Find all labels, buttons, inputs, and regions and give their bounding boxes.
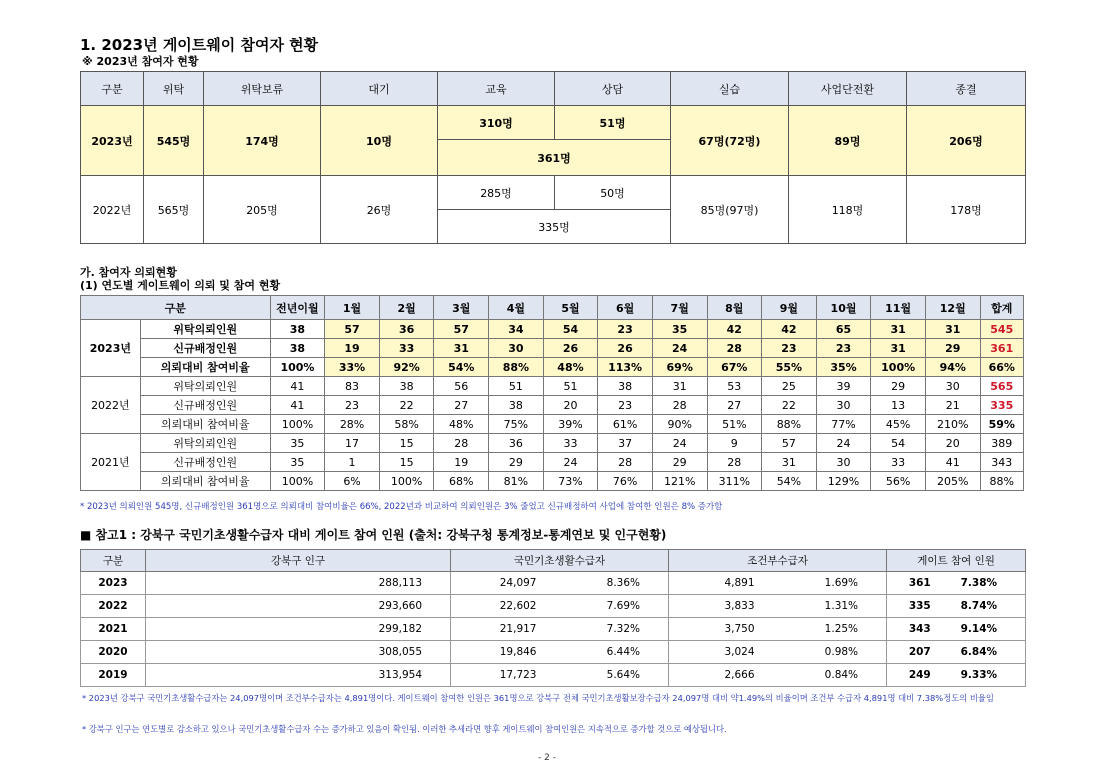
row-label: 의뢰대비 참여비율 [140,358,270,377]
cell: 23 [325,396,380,415]
cell: 335명 [438,210,671,244]
table-row [81,415,1024,434]
cell: 361 [887,572,953,595]
cell: 28 [707,339,762,358]
cell: 28 [652,396,707,415]
cell: 30 [816,453,871,472]
cell: 10명 [321,106,438,176]
cell: 9.33% [953,664,1026,687]
cell: 39 [816,377,871,396]
cell: 42 [707,320,762,339]
table-header-row [81,72,1026,106]
cell: 3,024 [669,641,783,664]
header-cell: 실습 [671,72,789,106]
header-cell: 구분 [81,550,146,572]
cell: 129% [816,472,871,491]
cell: 27 [707,396,762,415]
cell: 73% [543,472,598,491]
cell: 7.32% [565,618,669,641]
total-cell: 565 [980,377,1023,396]
cell: 51% [707,415,762,434]
cell: 22 [379,396,434,415]
cell: 28 [598,453,653,472]
cell: 9 [707,434,762,453]
cell: 54 [871,434,926,453]
cell: 88% [762,415,817,434]
cell: 28% [325,415,380,434]
cell: 53 [707,377,762,396]
cell: 22 [762,396,817,415]
cell: 29 [925,339,980,358]
cell: 24 [816,434,871,453]
cell: 41 [270,396,325,415]
cell: 100% [871,358,926,377]
year-cell: 2023년 [81,320,141,377]
header-cell: 3월 [434,296,489,320]
cell: 24,097 [451,572,565,595]
cell: 23 [598,320,653,339]
cell: 90% [652,415,707,434]
cell: 55% [762,358,817,377]
cell: 54% [762,472,817,491]
cell: 57 [325,320,380,339]
cell: 33 [543,434,598,453]
cell: 51 [489,377,544,396]
cell: 26 [598,339,653,358]
note: * 강북구 인구는 연도별로 감소하고 있으나 국민기초생활수급자 수는 증가하고 있음이 확인됨. 이러한 추세라면 향후 게이트웨이 참여인원은 지속적으로 증가할 것으로 예상됩니다. [82,724,727,734]
cell: 361명 [438,140,671,176]
cell: 28 [434,434,489,453]
cell: 35 [652,320,707,339]
cell: 29 [871,377,926,396]
table-row [81,320,1024,339]
year-cell: 2023년 [81,106,144,176]
table-row [81,377,1024,396]
header-cell: 5월 [543,296,598,320]
cell: 100% [270,472,325,491]
table-body [81,572,1026,687]
cell: 76% [598,472,653,491]
cell: 8.74% [953,595,1026,618]
cell: 28 [707,453,762,472]
cell: 27 [434,396,489,415]
cell: 29 [652,453,707,472]
total-cell: 66% [980,358,1023,377]
page-title: 1. 2023년 게이트웨이 참여자 현황 [80,36,319,54]
section-subtitle: ※ 2023년 참여자 현황 [82,55,199,68]
cell: 19,846 [451,641,565,664]
cell: 38 [270,320,325,339]
cell: 15 [379,434,434,453]
row-label: 신규배정인원 [140,396,270,415]
total-cell: 59% [980,415,1023,434]
cell: 8.36% [565,572,669,595]
cell: 89명 [789,106,907,176]
cell: 293,660 [146,595,451,618]
cell: 56 [434,377,489,396]
cell: 1.31% [783,595,887,618]
cell: 22,602 [451,595,565,618]
cell: 77% [816,415,871,434]
cell: 118명 [789,176,907,244]
row-label: 위탁의뢰인원 [140,377,270,396]
table-row [81,472,1024,491]
cell: 25 [762,377,817,396]
cell: 38 [379,377,434,396]
cell: 174명 [204,106,321,176]
year-cell: 2021 [81,618,146,641]
cell: 31 [871,339,926,358]
year-cell: 2020 [81,641,146,664]
header-cell: 전년이월 [270,296,325,320]
cell: 41 [925,453,980,472]
cell: 19 [434,453,489,472]
cell: 56% [871,472,926,491]
year-cell: 2019 [81,664,146,687]
cell: 23 [816,339,871,358]
table-row [81,595,1026,618]
header-cell: 조건부수급자 [669,550,887,572]
total-cell: 335 [980,396,1023,415]
cell: 3,750 [669,618,783,641]
cell: 23 [762,339,817,358]
total-cell: 88% [980,472,1023,491]
cell: 31 [925,320,980,339]
table-row [81,106,1026,140]
cell: 36 [379,320,434,339]
header-cell: 사업단전환 [789,72,907,106]
total-cell: 361 [980,339,1023,358]
cell: 58% [379,415,434,434]
cell: 35% [816,358,871,377]
cell: 81% [489,472,544,491]
cell: 6.44% [565,641,669,664]
cell: 35 [270,453,325,472]
cell: 26 [543,339,598,358]
cell: 207 [887,641,953,664]
cell: 42 [762,320,817,339]
cell: 15 [379,453,434,472]
cell: 26명 [321,176,438,244]
header-cell: 국민기초생활수급자 [451,550,669,572]
cell: 249 [887,664,953,687]
cell: 57 [434,320,489,339]
section-subheading: (1) 연도별 게이트웨이 의뢰 및 참여 현황 [80,279,281,292]
cell: 48% [543,358,598,377]
cell: 45% [871,415,926,434]
header-cell: 1월 [325,296,380,320]
header-cell: 합계 [980,296,1023,320]
row-label: 의뢰대비 참여비율 [140,472,270,491]
cell: 51명 [555,106,671,140]
table-body [81,320,1024,491]
cell: 48% [434,415,489,434]
cell: 2,666 [669,664,783,687]
cell: 343 [887,618,953,641]
cell: 57 [762,434,817,453]
cell: 100% [270,358,325,377]
header-cell: 10월 [816,296,871,320]
total-cell: 389 [980,434,1023,453]
cell: 0.98% [783,641,887,664]
cell: 38 [489,396,544,415]
cell: 113% [598,358,653,377]
total-cell: 545 [980,320,1023,339]
header-cell: 6월 [598,296,653,320]
cell: 38 [270,339,325,358]
cell: 23 [598,396,653,415]
cell: 288,113 [146,572,451,595]
header-cell: 교육 [438,72,555,106]
header-cell: 11월 [871,296,926,320]
table-row [81,641,1026,664]
cell: 68% [434,472,489,491]
cell: 51 [543,377,598,396]
cell: 1.69% [783,572,887,595]
cell: 310명 [438,106,555,140]
cell: 17,723 [451,664,565,687]
header-cell: 대기 [321,72,438,106]
cell: 41 [270,377,325,396]
cell: 311% [707,472,762,491]
header-cell: 강북구 인구 [146,550,451,572]
cell: 54 [543,320,598,339]
year-cell: 2022년 [81,176,144,244]
cell: 299,182 [146,618,451,641]
table-row [81,434,1024,453]
cell: 38 [598,377,653,396]
cell: 31 [762,453,817,472]
cell: 100% [270,415,325,434]
cell: 29 [489,453,544,472]
table-row [81,358,1024,377]
cell: 36 [489,434,544,453]
cell: 92% [379,358,434,377]
cell: 205명 [204,176,321,244]
cell: 31 [434,339,489,358]
table-header-row [81,296,1024,320]
cell: 308,055 [146,641,451,664]
cell: 1 [325,453,380,472]
cell: 31 [871,320,926,339]
header-cell: 9월 [762,296,817,320]
cell: 4,891 [669,572,783,595]
table-row [81,618,1026,641]
page-number: - 2 - [538,753,556,763]
cell: 34 [489,320,544,339]
cell: 7.38% [953,572,1026,595]
cell: 65 [816,320,871,339]
table-row [81,664,1026,687]
cell: 9.14% [953,618,1026,641]
cell: 33% [325,358,380,377]
cell: 24 [543,453,598,472]
cell: 85명(97명) [671,176,789,244]
cell: 61% [598,415,653,434]
section-heading: 가. 참여자 의뢰현황 [80,266,177,279]
monthly-referral-table [80,295,1024,491]
cell: 35 [270,434,325,453]
cell: 83 [325,377,380,396]
table-row [81,572,1026,595]
cell: 20 [925,434,980,453]
cell: 0.84% [783,664,887,687]
total-cell: 343 [980,453,1023,472]
cell: 565명 [144,176,204,244]
table-row [81,396,1024,415]
header-cell: 4월 [489,296,544,320]
cell: 94% [925,358,980,377]
participant-status-table [80,71,1026,244]
cell: 178명 [907,176,1026,244]
welfare-comparison-table [80,549,1026,687]
header-cell: 위탁 [144,72,204,106]
cell: 5.64% [565,664,669,687]
cell: 121% [652,472,707,491]
table-row [81,453,1024,472]
year-cell: 2022년 [81,377,141,434]
cell: 206명 [907,106,1026,176]
table-header-row [81,550,1026,572]
cell: 67% [707,358,762,377]
cell: 24 [652,339,707,358]
cell: 39% [543,415,598,434]
cell: 24 [652,434,707,453]
cell: 19 [325,339,380,358]
cell: 20 [543,396,598,415]
cell: 335 [887,595,953,618]
section-heading: ■ 참고1 : 강북구 국민기초생활수급자 대비 게이트 참여 인원 (출처: 강북구청 통계정보-통계연보 및 인구현황) [80,528,667,542]
cell: 6.84% [953,641,1026,664]
row-label: 신규배정인원 [140,339,270,358]
cell: 88% [489,358,544,377]
cell: 67명(72명) [671,106,789,176]
cell: 21,917 [451,618,565,641]
row-label: 신규배정인원 [140,453,270,472]
header-cell: 위탁보류 [204,72,321,106]
cell: 69% [652,358,707,377]
cell: 30 [816,396,871,415]
cell: 31 [652,377,707,396]
cell: 7.69% [565,595,669,618]
cell: 54% [434,358,489,377]
cell: 30 [489,339,544,358]
cell: 1.25% [783,618,887,641]
cell: 37 [598,434,653,453]
cell: 30 [925,377,980,396]
cell: 33 [379,339,434,358]
header-cell: 구분 [81,296,271,320]
cell: 210% [925,415,980,434]
header-cell: 7월 [652,296,707,320]
note: * 2023년 강북구 국민기초생활수급자는 24,097명이며 조건부수급자는 4,891명이다. 게이트웨이 참여한 인원은 361명으로 강북구 전체 국민기초생활보장수급자 24,097명 대비 약1.49%의 비율이며 조건부 수급자 4,891명 대비 7.38%정도의 비율임 [82,693,994,703]
cell: 17 [325,434,380,453]
header-cell: 2월 [379,296,434,320]
cell: 3,833 [669,595,783,618]
header-cell: 상담 [555,72,671,106]
cell: 545명 [144,106,204,176]
cell: 13 [871,396,926,415]
cell: 75% [489,415,544,434]
row-label: 위탁의뢰인원 [140,320,270,339]
table-row [81,339,1024,358]
header-cell: 종결 [907,72,1026,106]
note: * 2023년 의뢰인원 545명, 신규배정인원 361명으로 의뢰대비 참여비율은 66%, 2022년과 비교하여 의뢰인원은 3% 줄었고 신규배정하여 사업에 참여한 인원은 8% 증가함 [80,502,723,512]
header-cell: 게이트 참여 인원 [887,550,1026,572]
cell: 205% [925,472,980,491]
year-cell: 2022 [81,595,146,618]
header-cell: 12월 [925,296,980,320]
cell: 100% [379,472,434,491]
cell: 33 [871,453,926,472]
cell: 21 [925,396,980,415]
row-label: 의뢰대비 참여비율 [140,415,270,434]
cell: 285명 [438,176,555,210]
cell: 50명 [555,176,671,210]
header-cell: 구분 [81,72,144,106]
cell: 6% [325,472,380,491]
year-cell: 2021년 [81,434,141,491]
table-row [81,176,1026,210]
header-cell: 8월 [707,296,762,320]
row-label: 위탁의뢰인원 [140,434,270,453]
cell: 313,954 [146,664,451,687]
year-cell: 2023 [81,572,146,595]
